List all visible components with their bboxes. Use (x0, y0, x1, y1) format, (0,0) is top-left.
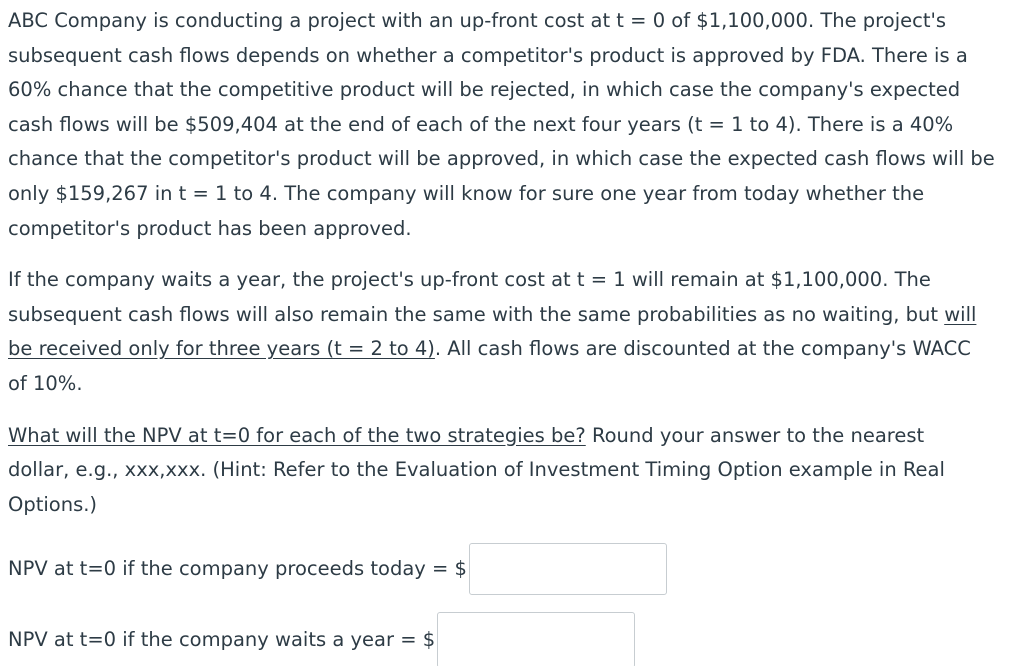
question-paragraph-prompt (8, 419, 1024, 523)
scenario-line: only $159,267 in t = 1 to 4. The company will know for sure one year from today whether the (8, 181, 925, 205)
prompt-line: dollar, e.g., xxx,xxx. (Hint: Refer to the Evaluation of Investment Timing Option example in Real (8, 458, 945, 482)
question-paragraph-scenario (8, 4, 1024, 246)
scenario-line: chance that the competitor's product will be approved, in which case the expected cash flows will be (8, 147, 995, 171)
waiting-line-text: . All cash flows are discounted at the company's WACC (434, 337, 971, 361)
underlined-phrase: will (944, 302, 977, 326)
scenario-line: ABC Company is conducting a project with an up-front cost at t = 0 of $1,100,000. The project's (8, 9, 946, 32)
prompt-line-text: Round your answer to the nearest (585, 423, 925, 447)
proceed-today-npv-input[interactable] (469, 543, 667, 595)
scenario-line: 60% chance that the competitive product will be rejected, in which case the company's expected (8, 78, 961, 102)
question-paragraph-waiting (8, 263, 1024, 401)
answer-row-proceed-today (8, 543, 667, 595)
underlined-phrase: be received only for three years (t = 2 to 4) (8, 337, 435, 361)
scenario-line: competitor's product has been approved. (8, 216, 412, 240)
waiting-line (8, 298, 1024, 333)
waiting-line: of 10%. (8, 371, 83, 395)
prompt-line: Options.) (8, 492, 98, 516)
scenario-line: cash flows will be $509,404 at the end of each of the next four years (t = 1 to 4). There is a 40% (8, 112, 954, 136)
wait-a-year-npv-input[interactable] (437, 612, 635, 666)
underlined-question: What will the NPV at t=0 for each of the two strategies be? (8, 423, 586, 447)
answer-row-wait-a-year (8, 612, 635, 666)
proceed-today-label: NPV at t=0 if the company proceeds today = $ (8, 556, 467, 580)
waiting-line (8, 332, 1024, 367)
scenario-line: subsequent cash flows depends on whether a competitor's product is approved by FDA. There is a (8, 43, 968, 67)
prompt-line (8, 419, 1024, 454)
waiting-line: If the company waits a year, the project's up-front cost at t = 1 will remain at $1,100,000. The (8, 268, 931, 292)
wait-a-year-label: NPV at t=0 if the company waits a year = $ (8, 627, 436, 651)
waiting-line-text: subsequent cash flows will also remain the same with the same probabilities as no waiting, but (8, 302, 945, 326)
